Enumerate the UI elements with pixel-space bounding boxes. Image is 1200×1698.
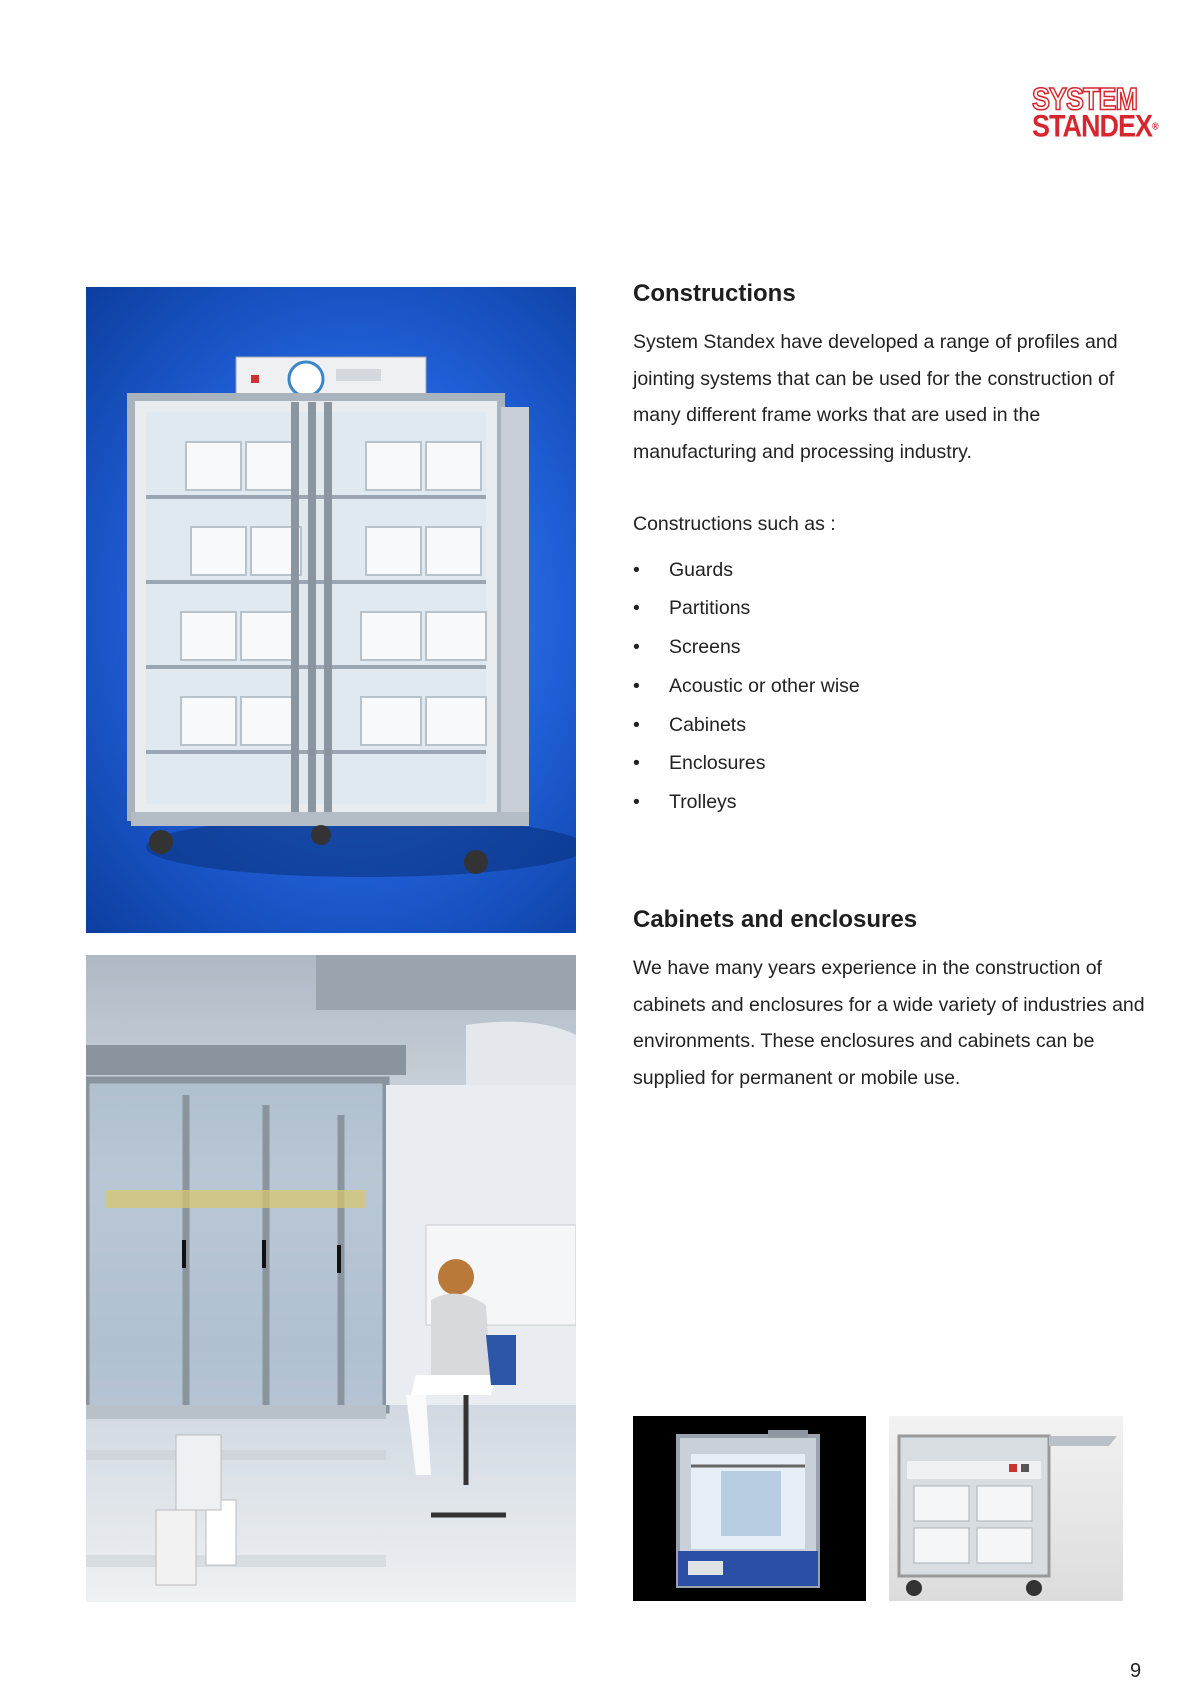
system-standex-logo	[1032, 81, 1158, 144]
constructions-heading: Constructions	[633, 280, 796, 307]
small-enclosure-photo	[633, 1416, 866, 1601]
cabinets-heading: Cabinets and enclosures	[633, 906, 918, 933]
constructions-list	[633, 551, 1153, 823]
trolley-cabinet-photo	[889, 1416, 1123, 1601]
list-item: • Partitions	[633, 597, 751, 620]
cabinets-paragraph: We have many years experience in the construction of cabinets and enclosures for a wide variety of industries and environments. These enclosures and cabinets can be supplied for permanent or mobile use.	[633, 957, 1145, 1089]
cabinets-section	[633, 906, 1153, 1096]
list-item: • Enclosures	[633, 752, 766, 775]
cabinet-photo	[86, 287, 576, 933]
constructions-list-intro: Constructions such as :	[633, 513, 836, 535]
list-item: • Screens	[633, 636, 741, 659]
page-number: 9	[1130, 1660, 1142, 1682]
list-item: • Cabinets	[633, 713, 746, 736]
list-item: • Guards	[633, 558, 733, 581]
lab-enclosure-photo	[86, 955, 576, 1602]
logo-line-system: SYSTEM	[1032, 81, 1138, 117]
constructions-section	[633, 280, 1153, 822]
list-item: • Trolleys	[633, 791, 737, 814]
logo-line-standex: STANDEX®	[1032, 108, 1158, 144]
list-item: • Acoustic or other wise	[633, 674, 860, 697]
constructions-paragraph: System Standex have developed a range of profiles and jointing systems that can be used for the construction of many different frame works that are used in the manufacturing and processing industry.	[633, 331, 1118, 463]
